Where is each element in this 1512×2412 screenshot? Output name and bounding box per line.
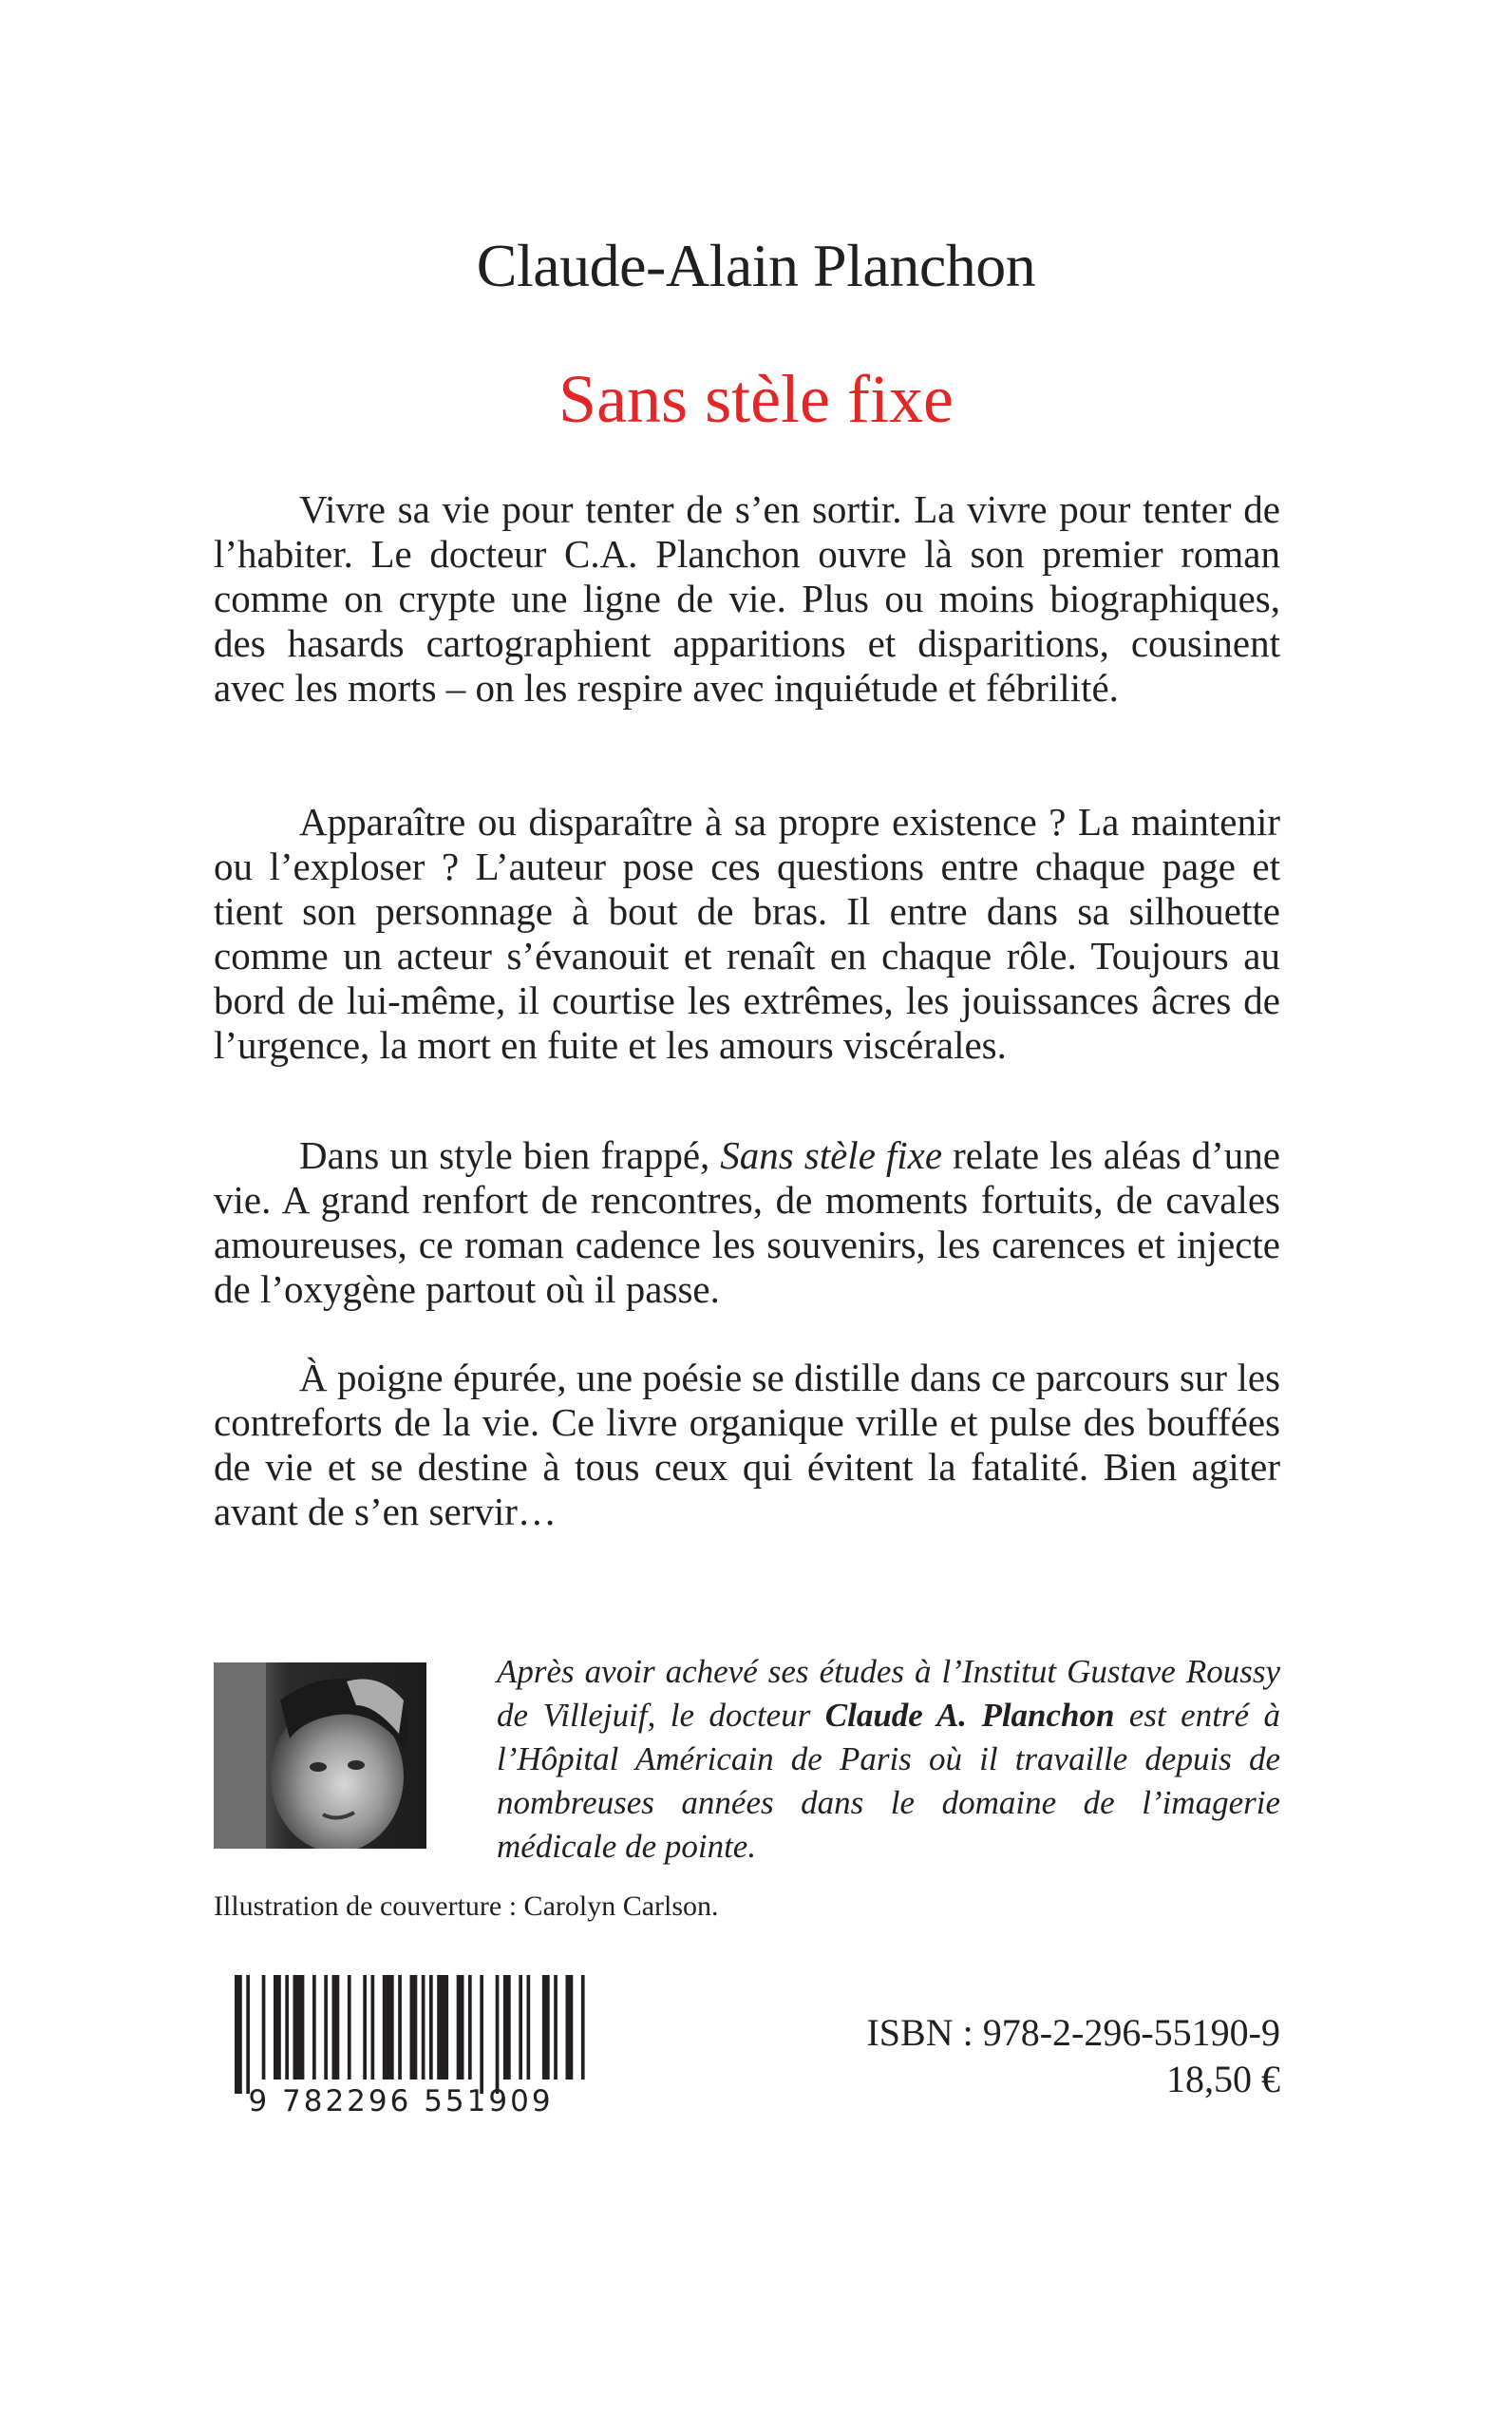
barcode-bar: [437, 1975, 448, 2080]
barcode-bar: [363, 1975, 367, 2080]
barcode-digits: 9 782296 551909: [248, 2084, 554, 2118]
barcode-bar: [348, 1975, 351, 2080]
barcode-graphic: [214, 1975, 589, 2118]
barcode-bar: [332, 1975, 340, 2080]
barcode-bar: [371, 1975, 375, 2080]
barcode-bar: [246, 1975, 250, 2094]
blurb-text-3-after: relate les aléas d’une vie. A grand renfort de rencontres, de moments fortuits, de cavales amoureuses, ce roman cadence les souvenirs, les carences et injecte de l’oxygène partout où il passe.: [214, 1133, 1280, 1311]
barcode-bar: [410, 1975, 418, 2080]
barcode-bar: [422, 1975, 425, 2080]
blurb-paragraph-3: [214, 1133, 1280, 1312]
cover-illustration-credit: Illustration de couverture : Carolyn Carlson.: [214, 1890, 719, 1922]
blurb-text-3-before: Dans un style bien frappé,: [299, 1133, 721, 1177]
bio-author-name: Claude A. Planchon: [824, 1697, 1115, 1734]
barcode-bar: [398, 1975, 402, 2080]
author-photo: [214, 1662, 426, 1849]
barcode-bar: [566, 1975, 574, 2080]
author-photo-image: [214, 1662, 426, 1849]
barcode-bar: [581, 1975, 585, 2080]
barcode-bar: [235, 1975, 242, 2094]
barcode-bar: [274, 1975, 281, 2080]
barcode-bar: [457, 1975, 464, 2080]
blurb-paragraph-4: [214, 1356, 1280, 1534]
barcode-bar: [480, 1975, 483, 2094]
barcode-bar: [519, 1975, 522, 2080]
isbn-barcode: [214, 1975, 589, 2118]
barcode-bar: [527, 1975, 531, 2080]
barcode-bar: [262, 1975, 266, 2080]
barcode-bar: [324, 1975, 328, 2080]
barcode-bar: [429, 1975, 433, 2080]
barcode-bar: [496, 1975, 500, 2094]
blurb-paragraph-2: [214, 800, 1280, 1068]
book-price: 18,50 €: [1166, 2058, 1280, 2100]
blurb-text-4: À poigne épurée, une poésie se distille dans ce parcours sur les contreforts de la vie. Ce livre organique vrille et pulse des bouffées de vie et se destine à tous ceux qui évitent la fatalité. Bien agiter avant de s’en servir…: [214, 1356, 1280, 1533]
author-name: Claude-Alain Planchon: [476, 232, 1036, 299]
author-bio: [497, 1650, 1280, 1869]
barcode-bar: [285, 1975, 289, 2080]
barcode-bar: [468, 1975, 472, 2080]
barcode-bar: [503, 1975, 511, 2080]
blurb-title-italic: Sans stèle fixe: [720, 1133, 943, 1177]
blurb-text-2: Apparaître ou disparaître à sa propre existence ? La maintenir ou l’exploser ? L’auteur pose ces questions entre chaque page et tient son personnage à bout de bras. Il entre dans sa silhouette comme un acteur s’évanouit et renaît en chaque rôle. Toujours au bord de lui-même, il courtise les extrêmes, les jouissances âcres de l’urgence, la mort en fuite et les amours viscérales.: [214, 800, 1280, 1067]
isbn-number: ISBN : 978-2-296-55190-9: [866, 2011, 1280, 2054]
blurb-text-3: [214, 1133, 1280, 1312]
barcode-bar: [542, 1975, 550, 2080]
bio-text-2: est entré à l’Hôpital Américain de Paris où il travaille depuis de nombreuses années dans le domaine de l’imagerie médicale de pointe.: [497, 1697, 1281, 1865]
barcode-bar: [383, 1975, 394, 2080]
barcode-bar: [312, 1975, 316, 2080]
barcode-bar: [293, 1975, 305, 2080]
bio-text-1: Après avoir achevé ses études à l’Institut Gustave Roussy de Villejuif, le docteur: [497, 1653, 1280, 1734]
book-title: Sans stèle fixe: [558, 361, 954, 437]
blurb-paragraph-1: [214, 487, 1280, 711]
blurb-text-1: Vivre sa vie pour tenter de s’en sortir. La vivre pour tenter de l’habiter. Le docteur C.A. Planchon ouvre là son premier roman comme on crypte une ligne de vie. Plus ou moins biographiques, des hasards cartographient apparitions et disparitions, cousinent avec les morts – on les respire avec inquiétude et fébrilité.: [214, 487, 1280, 710]
barcode-bar: [554, 1975, 558, 2080]
